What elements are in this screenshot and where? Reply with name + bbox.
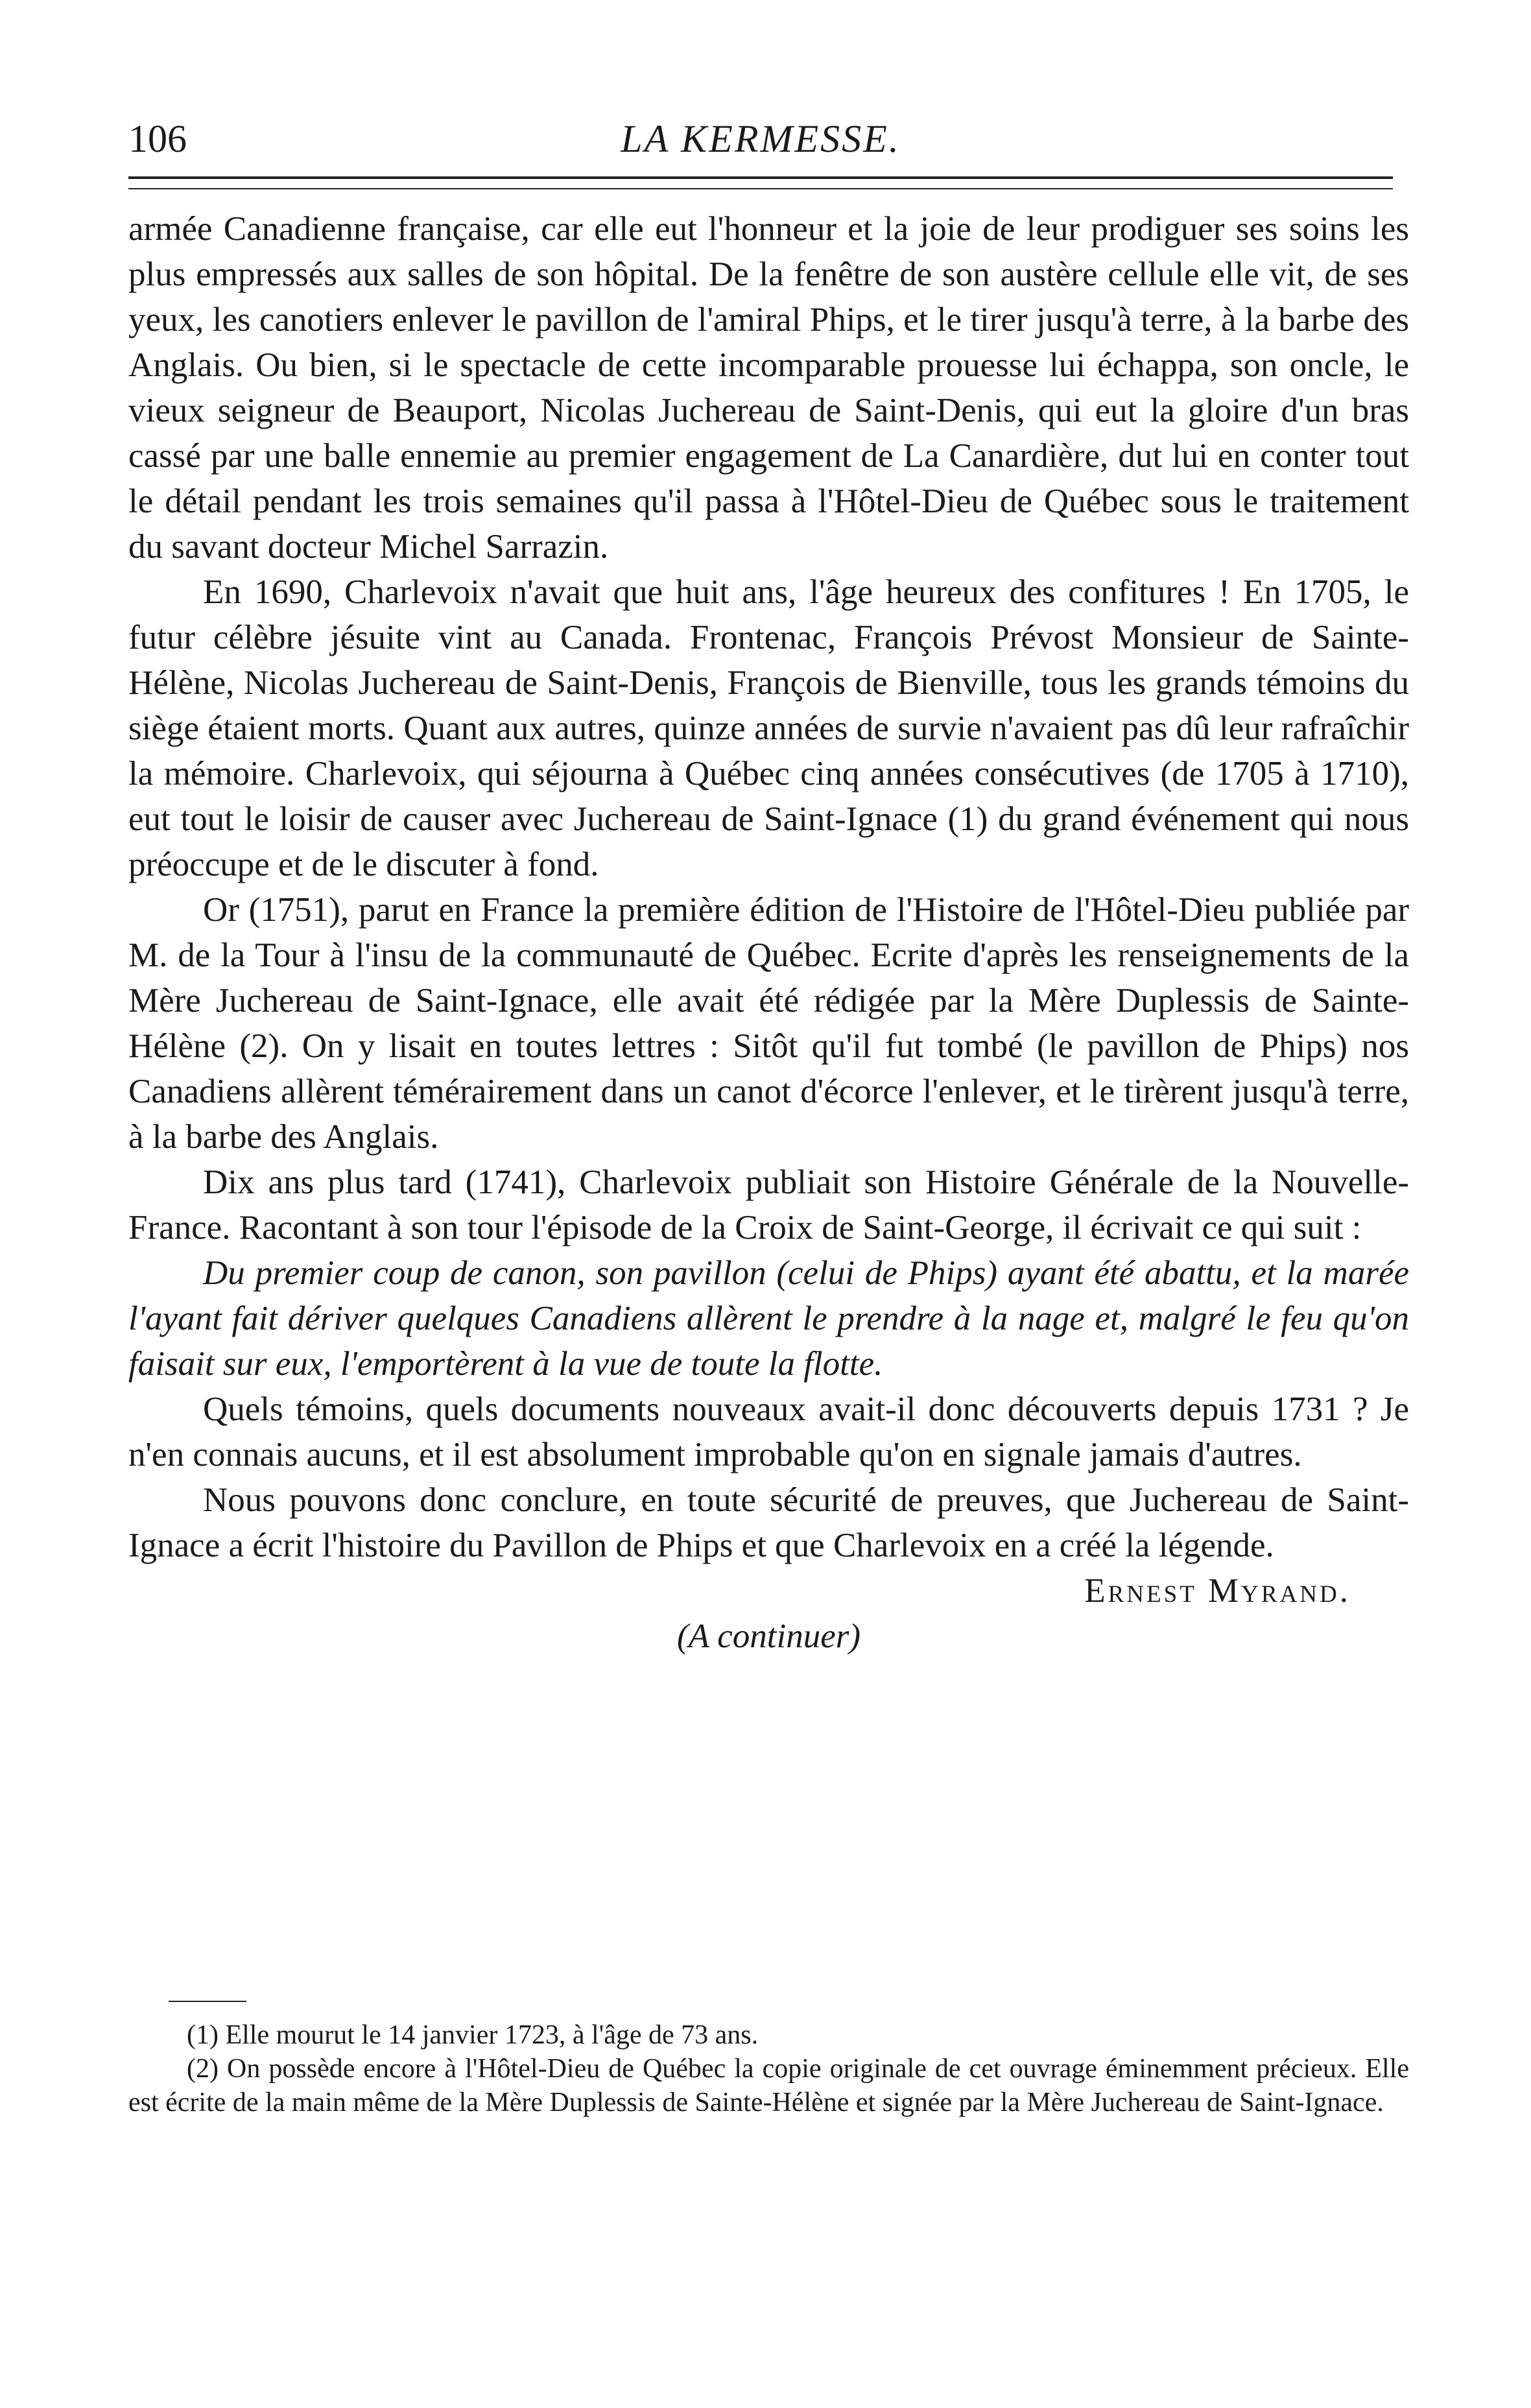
- header-rule-thick: [128, 176, 1393, 179]
- paragraph: En 1690, Charlevoix n'avait que huit ans, l'âge heureux des confitures ! En 1705, le futur célèbre jésuite vint au Canada. Frontenac, François Prévost Monsieur de Sainte-Hélène, Nicolas Juchereau de Saint-Denis, François de Bienville, tous les grands témoins du siège étaient morts. Quant aux autres, quinze années de survie n'avaient pas dû leur rafraîchir la mémoire. Charlevoix, qui séjourna à Québec cinq années consécutives (de 1705 à 1710), eut tout le loisir de causer avec Juchereau de Saint-Ignace (1) du grand événement qui nous préoccupe et de le discuter à fond.: [128, 573, 1409, 883]
- block-quote: Du premier coup de canon, son pavillon (celui de Phips) ayant été abattu, et la marée l'ayant fait dériver quelques Canadiens allèrent le prendre à la nage et, malgré le feu qu'on faisait sur eux, l'emportèrent à la vue de toute la flotte.: [128, 1254, 1409, 1383]
- running-title: LA KERMESSE.: [621, 117, 901, 160]
- author-signature: Ernest Myrand.: [1084, 1572, 1351, 1610]
- paragraph: Dix ans plus tard (1741), Charlevoix publiait son Histoire Générale de la Nouvelle-France. Racontant à son tour l'épisode de la Croix de Saint-George, il écrivait ce qui suit :: [128, 1163, 1409, 1246]
- body-text: [128, 206, 1409, 1659]
- page-number: 106: [128, 117, 187, 160]
- footnote: (1) Elle mourut le 14 janvier 1723, à l'âge de 73 ans.: [187, 2020, 759, 2050]
- paragraph: armée Canadienne française, car elle eut l'honneur et la joie de leur prodiguer ses soins les plus empressés aux salles de son hôpital. De la fenêtre de son austère cellule elle vit, de ses yeux, les canotiers enlever le pavillon de l'amiral Phips, et le tirer jusqu'à terre, à la barbe des Anglais. Ou bien, si le spectacle de cette incomparable prouesse lui échappa, son oncle, le vieux seigneur de Beauport, Nicolas Juchereau de Saint-Denis, qui eut la gloire d'un bras cassé par une balle ennemie au premier engagement de La Canardière, dut lui en conter tout le détail pendant les trois semaines qu'il passa à l'Hôtel-Dieu de Québec sous le traitement du savant docteur Michel Sarrazin.: [128, 210, 1409, 566]
- to-be-continued: (A continuer): [676, 1617, 861, 1655]
- header-rule-thin: [128, 188, 1393, 189]
- footnote: (2) On possède encore à l'Hôtel-Dieu de Québec la copie originale de cet ouvrage éminemment précieux. Elle est écrite de la main même de la Mère Duplessis de Sainte-Hélène et signée par la Mère Juchereau de Saint-Ignace.: [128, 2054, 1409, 2117]
- footnotes: [128, 2018, 1409, 2119]
- page-header: [128, 110, 1393, 162]
- paragraph: Or (1751), parut en France la première édition de l'Histoire de l'Hôtel-Dieu publiée par M. de la Tour à l'insu de la communauté de Québec. Ecrite d'après les renseignements de la Mère Juchereau de Saint-Ignace, elle avait été rédigée par la Mère Duplessis de Sainte-Hélène (2). On y lisait en toutes lettres : Sitôt qu'il fut tombé (le pavillon de Phips) nos Canadiens allèrent témérairement dans un canot d'écorce l'enlever, et le tirèrent jusqu'à terre, à la barbe des Anglais.: [128, 891, 1409, 1156]
- paragraph: Nous pouvons donc conclure, en toute sécurité de preuves, que Juchereau de Saint-Ignace a écrit l'histoire du Pavillon de Phips et que Charlevoix en a créé la légende.: [128, 1481, 1409, 1564]
- footnote-rule: [169, 2001, 246, 2002]
- paragraph: Quels témoins, quels documents nouveaux avait-il donc découverts depuis 1731 ? Je n'en connais aucuns, et il est absolument improbable qu'on en signale jamais d'autres.: [128, 1390, 1409, 1473]
